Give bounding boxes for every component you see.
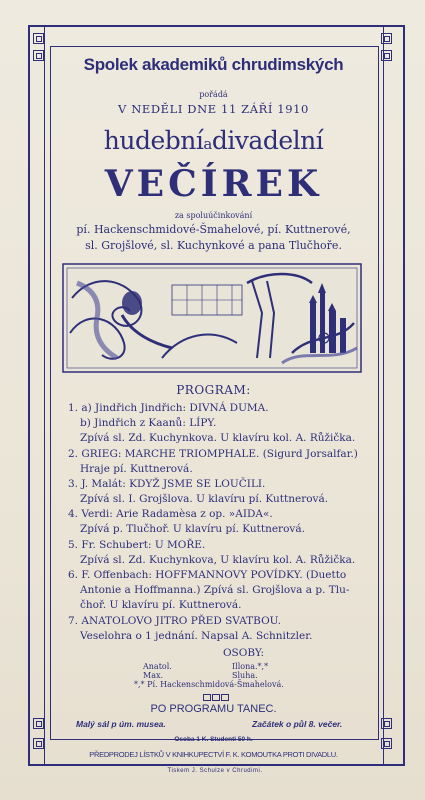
- program-line: čhoř. U klavíru pí. Kuttnerová.: [80, 599, 242, 611]
- cast-max: Max.: [143, 671, 164, 680]
- title-connector: a: [203, 135, 212, 153]
- corner-ornament-icon: [381, 718, 392, 729]
- title-big: VEČÍREK: [104, 163, 323, 205]
- ticket-price: Osoba 1 K. Studenti 50 h.: [174, 736, 253, 743]
- cooperation-label: za spoluúčinkování: [174, 211, 253, 220]
- program-line: 6. F. Offenbach: HOFFMANNOVY POVÍDKY. (Duetto: [68, 569, 347, 581]
- performers-line-2: sl. Grojšlové, sl. Kuchynkové a pana Tlučhoře.: [85, 239, 342, 252]
- title-part1: hudební: [103, 126, 204, 155]
- program-line: b) Jindřich z Kaanů: LÍPY.: [80, 417, 217, 429]
- presents-label: pořádá: [199, 90, 228, 99]
- printer-credit: Tiskem J. Schulze v Chrudimi.: [167, 768, 263, 774]
- dance-notice: PO PROGRAMU TANEC.: [150, 703, 277, 715]
- performers-line-1: pí. Hackenschmidové-Šmahelové, pí. Kuttnerové,: [76, 223, 351, 236]
- corner-ornament-icon: [33, 718, 44, 729]
- program-line: Zpívá sl. Zd. Kuchynkova, U klavíru kol. A. Růžička.: [80, 554, 356, 566]
- corner-ornament-icon: [381, 33, 392, 44]
- corner-ornament-icon: [33, 33, 44, 44]
- presale-notice: PŘEDPRODEJ LÍSTKŮ V KNIHKUPECTVÍ F. K. KOMOUTKA PROTI DIVADLU.: [89, 750, 338, 759]
- program-line: Veselohra o 1 jednání. Napsal A. Schnitzler.: [80, 630, 313, 642]
- corner-ornament-icon: [381, 50, 392, 61]
- divider-ornament-icon: [203, 694, 211, 701]
- cast-note: *,* Pí. Hackenschmidová-Šmahelová.: [134, 680, 284, 689]
- program-line: Antonie a Hoffmanna.) Zpívá sl. Grojšlova a p. Tlu-: [80, 584, 350, 596]
- venue: Malý sál p úm. musea.: [76, 719, 166, 729]
- society-name: Spolek akademiků chrudimských: [83, 55, 344, 74]
- program-line: 7. ANATOLOVO JITRO PŘED SVATBOU.: [68, 615, 281, 627]
- program-line: 5. Fr. Schubert: U MOŘE.: [68, 539, 206, 551]
- left-border-line: [44, 25, 45, 764]
- program-heading: PROGRAM:: [176, 383, 251, 397]
- corner-ornament-icon: [381, 738, 392, 749]
- corner-ornament-icon: [33, 50, 44, 61]
- program-line: 4. Verdi: Arie Radamèsa z op. »AIDA«.: [68, 508, 273, 520]
- program-line: Zpívá sl. I. Grojšlova. U klavíru pí. Kuttnerová.: [80, 493, 329, 505]
- start-time: Začátek o půl 8. večer.: [252, 719, 343, 729]
- title-part2: divadelní: [211, 126, 324, 155]
- cast-anatol: Anatol.: [143, 662, 172, 671]
- program-line: Zpívá p. Tlučhoř. U klavíru pí. Kuttnerová.: [80, 523, 305, 535]
- cast-sluha: Sluha.: [232, 671, 258, 680]
- title-line: [50, 128, 377, 153]
- program-line: 3. J. Malát: KDYŽ JSME SE LOUČILI.: [68, 478, 266, 490]
- cast-ilona: Illona.*,*: [232, 662, 269, 671]
- corner-ornament-icon: [33, 738, 44, 749]
- art-nouveau-illustration: [62, 263, 362, 373]
- divider-ornament-icon: [212, 694, 220, 701]
- program-line: 2. GRIEG: MARCHE TRIOMPHALE. (Sigurd Jorsalfar.): [68, 448, 358, 460]
- event-date: V NEDĚLI DNE 11 ZÁŘÍ 1910: [118, 102, 309, 116]
- cast-heading: OSOBY:: [222, 647, 265, 659]
- divider-ornament-icon: [221, 694, 229, 701]
- program-line: Hraje pí. Kuttnerová.: [80, 463, 193, 475]
- program-line: 1. a) Jindřich Jindřich: DIVNÁ DUMA.: [68, 402, 269, 414]
- program-line: Zpívá sl. Zd. Kuchynkova. U klavíru kol. A. Růžička.: [80, 432, 356, 444]
